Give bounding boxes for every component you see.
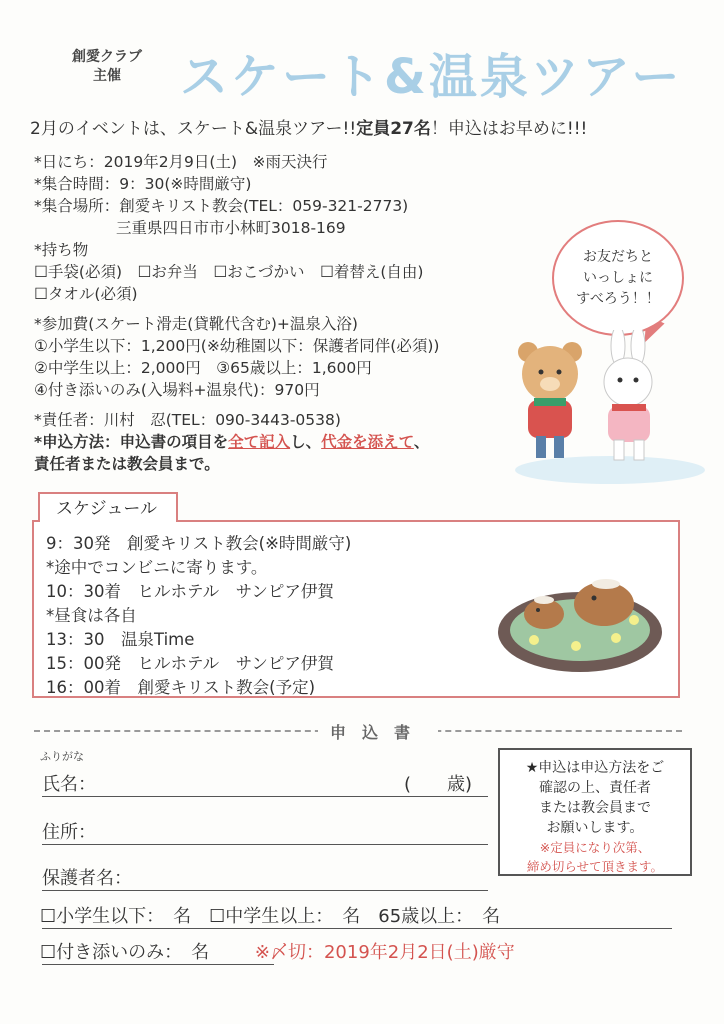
apply-part-e: 、 (413, 433, 430, 451)
name-label: 氏名： (42, 774, 96, 795)
apply-part-a: *申込方法：申込書の項目を (34, 433, 229, 451)
meet-address: 三重県四日市市小林町3018-169 (116, 219, 346, 237)
apply-fill-all: 全て記入 (228, 433, 291, 451)
apply-attach-fee: 代金を添えて (321, 433, 414, 451)
count-row-2[interactable] (40, 938, 515, 964)
ice-rink (515, 456, 705, 484)
attendant-count[interactable]: ☐付き添いのみ： 名 (40, 942, 210, 963)
count-row-1[interactable]: ☐小学生以下： 名 ☐中学生以上： 名 65歳以上： 名 (40, 906, 501, 927)
apply-part-c: し、 (290, 433, 322, 451)
application-note-box (498, 748, 692, 876)
intro-part-a: 2月のイベントは、スケート&温泉ツアー!! (30, 119, 357, 139)
items-label: *持ち物 (34, 241, 89, 259)
items-list-1: ☐手袋(必須) ☐お弁当 ☐おこづかい ☐着替え(自由) (34, 263, 424, 281)
note-red-line-2: 締め切らせて頂きます。 (526, 859, 664, 874)
items-list-2: ☐タオル(必須) (34, 285, 138, 303)
note-line-1: ★申込は申込方法をご (525, 760, 665, 776)
capacity-text: 定員27名 (356, 119, 431, 139)
apply-method (34, 432, 429, 452)
schedule-line-6: 15：00発 ヒルホテル サンピア伊賀 (46, 654, 334, 673)
apply-recipient-text: 責任者または教会員まで。 (34, 455, 220, 473)
page-title: スケート&温泉ツアー (180, 49, 683, 105)
schedule-line-3: 10：30着 ヒルホテル サンピア伊賀 (46, 582, 334, 601)
address-field-line[interactable] (42, 844, 488, 845)
name-field-line[interactable] (42, 796, 488, 797)
note-line-2: 確認の上、責任者 (539, 780, 651, 796)
bubble-line-3: すべろう！！ (576, 290, 660, 307)
schedule-line-1: 9：30発 創愛キリスト教会(※時間厳守) (46, 534, 352, 553)
schedule-line-5: 13：30 温泉Time (46, 630, 195, 649)
fee-label: *参加費(スケート滑走(貸靴代含む)+温泉入浴) (34, 315, 358, 333)
organizer-role: 主催 (93, 68, 121, 84)
meet-place: *集合場所：創愛キリスト教会(TEL：059-321-2773) (34, 197, 409, 215)
skating-animals-illustration (500, 330, 710, 490)
age-label: ( 歳) (404, 774, 473, 795)
note-line-4: お願いします。 (546, 820, 644, 836)
fee-middle-senior: ②中学生以上：2,000円 ③65歳以上：1,600円 (34, 359, 372, 377)
bear-icon (518, 342, 582, 458)
deadline-text: ※〆切：2019年2月2日(土)厳守 (254, 942, 515, 963)
fee-elementary: ①小学生以下：1,200円(※幼稚園以下：保護者同伴(必須)) (34, 337, 440, 355)
guardian-field-line[interactable] (42, 890, 488, 891)
meet-time: *集合時間：9：30(※時間厳守) (34, 175, 252, 193)
intro-part-c: ！申込はお早めに!!! (430, 119, 588, 139)
speech-bubble (552, 220, 684, 336)
guardian-label: 保護者名： (42, 868, 132, 889)
schedule-tab: スケジュール (38, 492, 178, 522)
fee-attendant: ④付き添いのみ(入場料+温泉代)：970円 (34, 381, 320, 399)
rabbit-icon (604, 330, 652, 460)
count-row-2-line (42, 964, 274, 965)
form-title: 申込書 (318, 720, 438, 743)
note-red-line-1: ※定員になり次第、 (539, 840, 651, 855)
capybara-large-icon (574, 579, 634, 626)
bubble-line-1: お友だちと (582, 248, 653, 265)
bubble-line-2: いっしょに (582, 269, 653, 286)
note-line-3: または教会員まで (539, 800, 651, 816)
apply-recipient (34, 454, 220, 474)
yuzu-icon (611, 633, 621, 643)
event-date: *日にち：2019年2月9日(土) ※雨天決行 (34, 153, 328, 171)
organizer-name: 創愛クラブ (72, 49, 142, 65)
intro-text (30, 114, 587, 139)
address-label: 住所： (42, 822, 96, 843)
count-row-1-line (42, 928, 672, 929)
hot-spring-illustration (494, 548, 666, 676)
organizer-label (58, 48, 156, 86)
furigana-label: ふりがな (40, 750, 84, 763)
contact-person: *責任者：川村 忍(TEL：090-3443-0538) (34, 411, 341, 429)
yuzu-icon (529, 635, 539, 645)
schedule-line-4: *昼食は各自 (46, 606, 137, 625)
schedule-line-2: *途中でコンビニに寄ります。 (46, 558, 268, 577)
schedule-line-7: 16：00着 創愛キリスト教会(予定) (46, 678, 316, 697)
yuzu-icon (629, 615, 639, 625)
yuzu-icon (571, 641, 581, 651)
